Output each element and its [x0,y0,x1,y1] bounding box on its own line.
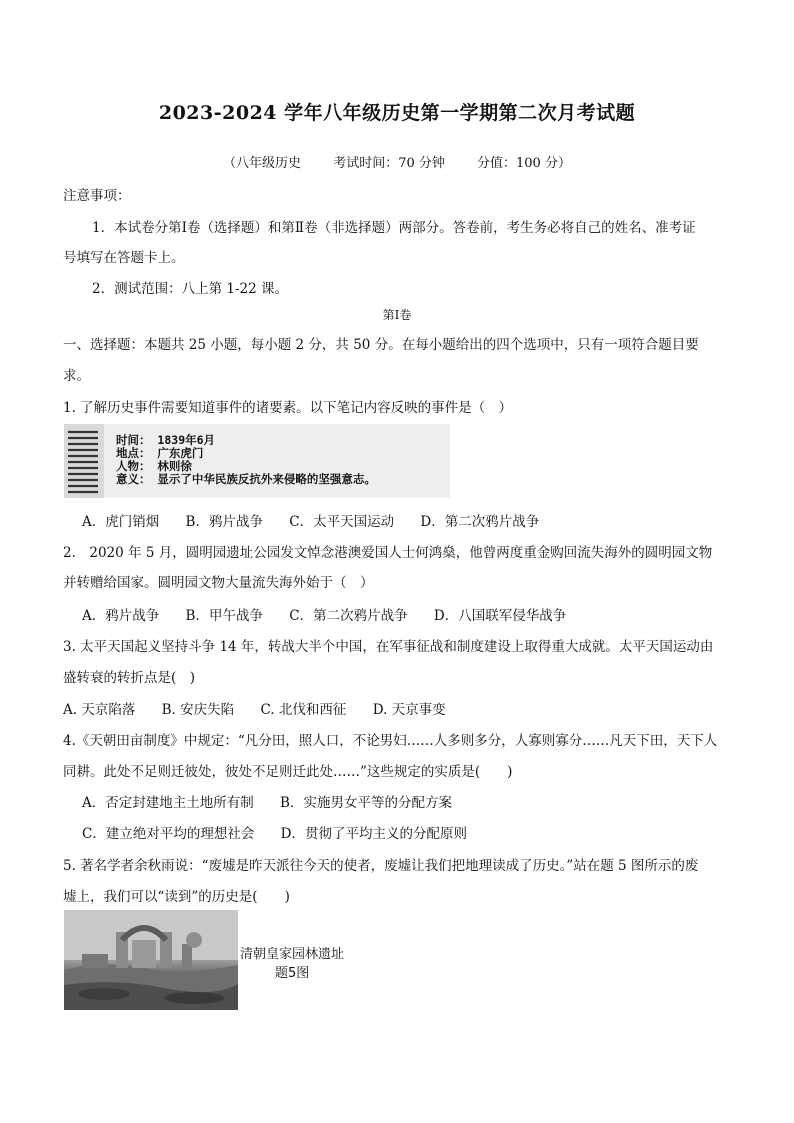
section-intro: 一、选择题：本题共 25 小题，每小题 2 分，共 50 分。在每小题给出的四个选项中，只有一项符合题目要 [63,337,699,353]
question-2-stem: 2. 2020 年 5 月，圆明园遗址公园发文悼念港澳爱国人士何鸿燊，他曾两度重金购回流失海外的圆明园文物 [63,545,713,561]
notes-item-1: 1．本试卷分第Ⅰ卷（选择题）和第Ⅱ卷（非选择题）两部分。答卷前，考生务必将自己的姓名、准考证 [92,220,696,236]
option-a[interactable]: A. 天京陷落 [63,702,136,718]
figure-label: 题5图 [275,966,310,981]
option-d[interactable]: D. 天京事变 [372,702,446,718]
exam-subject: （八年级历史 [223,156,302,171]
notes-item-2: 2．测试范围：八上第 1-22 课。 [92,281,289,297]
question-2-options [82,604,588,624]
exam-time: 考试时间：70 分钟 [333,156,445,171]
spiral-binding-icon [64,424,104,498]
question-1-stem: 1. 了解历史事件需要知道事件的诸要素。以下笔记内容反映的事件是（ ） [63,400,513,416]
option-b[interactable]: B．实施男女平等的分配方案 [280,795,452,811]
notes-heading: 注意事项： [63,188,131,204]
note-meaning: 意义： 显示了中华民族反抗外来侵略的坚强意志。 [116,472,376,486]
option-b[interactable]: B．鸦片战争 [185,514,263,530]
question-3-options [63,698,468,718]
option-a[interactable]: A．虎门销烟 [82,514,160,530]
question-1-options [82,510,561,530]
note-person: 人物： 林则徐 [116,459,192,473]
question-4-stem-cont: 同耕。此处不足则迁彼处，彼处不足则迁此处……”这些规定的实质是( ) [63,764,513,780]
option-b[interactable]: B．甲午战争 [185,608,263,624]
section-intro-cont: 求。 [63,368,90,384]
note-place: 地点： 广东虎门 [116,446,204,460]
photo-caption: 清朝皇家园林遗址 [240,947,345,962]
option-d[interactable]: D．第二次鸦片战争 [420,514,540,530]
question-3-stem-cont: 盛转衰的转折点是( ) [63,670,196,686]
note-time: 时间： 1839年6月 [116,433,216,447]
note-content [116,434,376,486]
option-c[interactable]: C．第二次鸦片战争 [289,608,408,624]
notebook-image [64,424,450,498]
option-d[interactable]: D．贯彻了平均主义的分配原则 [280,826,467,842]
question-3-stem: 3. 太平天国起义坚持斗争 14 年，转战大半个中国，在军事征战和制度建设上取得重大成就。太平天国运动由 [63,639,714,655]
question-5-stem-cont: 墟上，我们可以“读到”的历史是( ) [63,889,290,905]
question-5-stem: 5. 著名学者余秋雨说：“废墟是昨天派往今天的使者，废墟让我们把地理读成了历史。”站在题 5 图所示的废 [63,858,699,874]
option-c[interactable]: C．太平天国运动 [289,514,395,530]
option-c[interactable]: C．建立绝对平均的理想社会 [82,826,255,842]
page-title: 2023-2024 学年八年级历史第一学期第二次月考试题 [158,102,636,124]
option-b[interactable]: B. 安庆失陷 [161,702,235,718]
option-d[interactable]: D．八国联军侵华战争 [433,608,567,624]
notes-item-1-cont: 号填写在答题卡上。 [63,250,185,266]
question-2-stem-cont: 并转赠给国家。圆明园文物大量流失海外始于（ ） [63,575,374,591]
ruins-illustration [64,910,238,1010]
ruins-photo [64,910,238,1010]
volume-heading: 第Ⅰ卷 [382,308,412,322]
exam-info [0,152,794,171]
option-a[interactable]: A．鸦片战争 [82,608,160,624]
question-4-stem: 4.《天朝田亩制度》中规定：“凡分田，照人口，不论男妇……人多则多分，人寡则寡分……凡天下田，天下人 [63,733,718,749]
question-4-options-row-1 [82,791,474,811]
exam-score: 分值：100 分） [477,156,571,171]
question-4-options-row-2 [82,822,489,842]
option-a[interactable]: A．否定封建地主土地所有制 [82,795,254,811]
option-c[interactable]: C. 北伐和西征 [260,702,347,718]
